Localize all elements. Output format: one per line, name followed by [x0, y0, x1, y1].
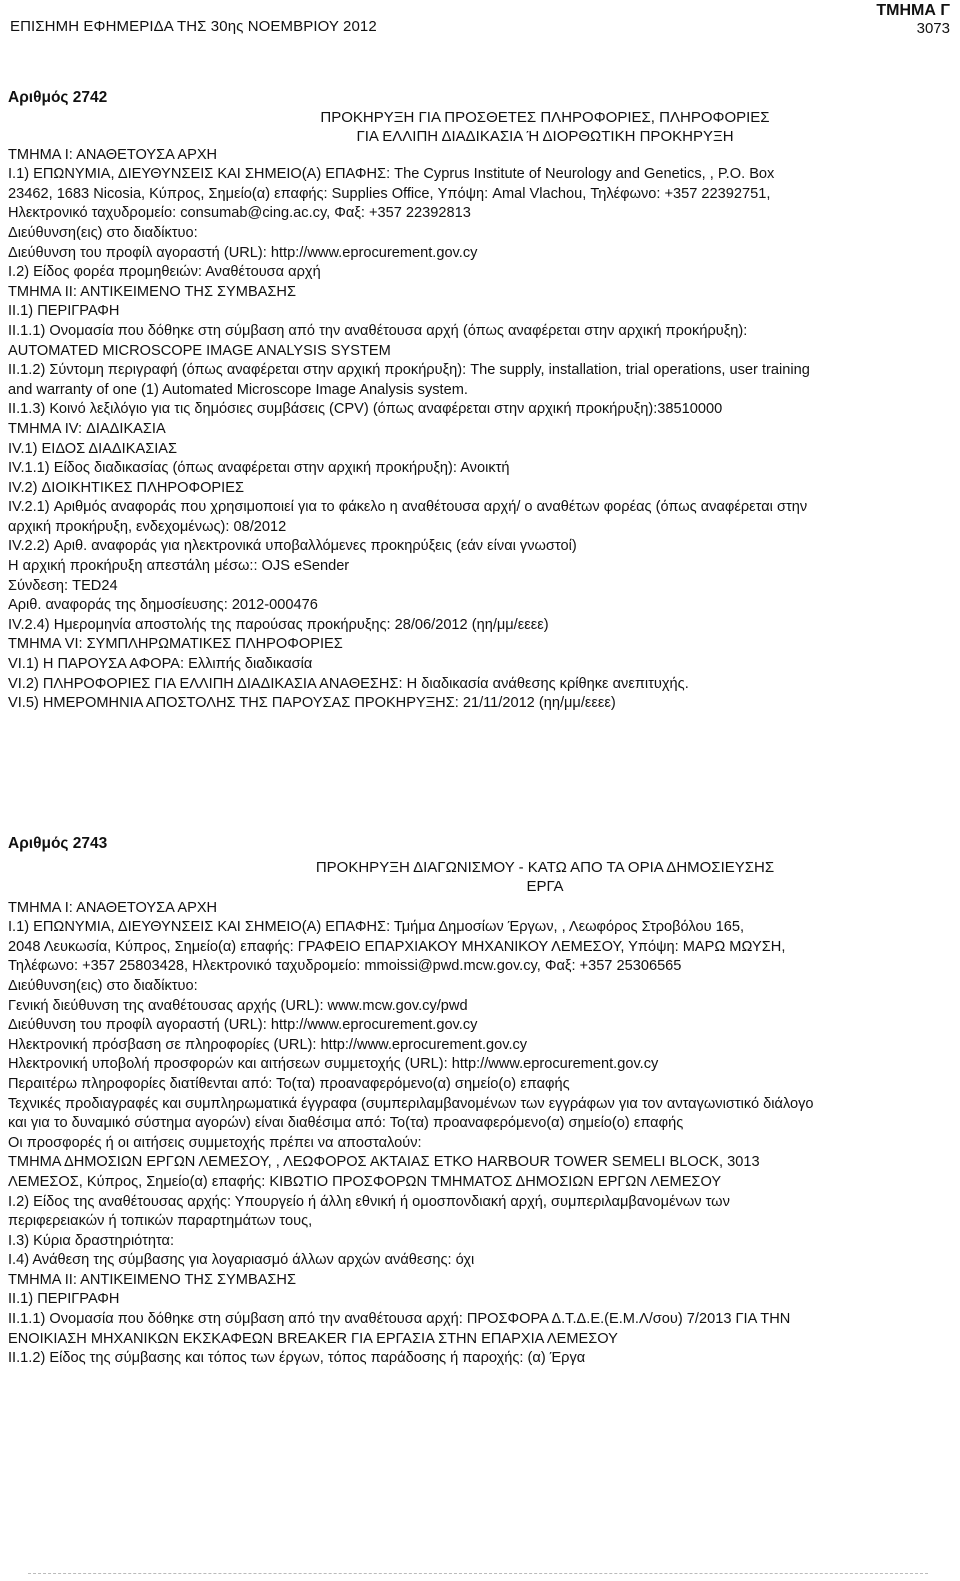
- text-line: VI.1) Η ΠΑΡΟΥΣΑ ΑΦΟΡΑ: Ελλιπής διαδικασία: [8, 656, 313, 673]
- text-line: IV.1.1) Είδος διαδικασίας (όπως αναφέρεται στην αρχική προκήρυξη): Ανοικτή: [8, 460, 510, 477]
- notice-title: [8, 108, 952, 146]
- notice-title-line: ΠΡΟΚΗΡΥΞΗ ΔΙΑΓΩΝΙΣΜΟΥ - ΚΑΤΩ ΑΠΟ ΤΑ ΟΡΙΑ ΔΗΜΟΣΙΕΥΣΗΣ: [315, 858, 775, 876]
- notice-body: [8, 146, 952, 714]
- text-line: ΤΜΗΜΑ Ι: ΑΝΑΘΕΤΟΥΣΑ ΑΡΧΗ: [8, 899, 218, 916]
- text-line: Ηλεκτρονική υποβολή προσφορών και αιτήσεων συμμετοχής (URL): http://www.eprocurement.gov.cy: [8, 1056, 659, 1073]
- text-line: Σύνδεση: TED24: [8, 577, 118, 594]
- text-line: IV.2.1) Αριθμός αναφοράς που χρησιμοποιεί για το φάκελο η αναθέτουσα αρχή/ ο αναθέτων φορέας (όπως αναφέρεται στην: [8, 499, 808, 516]
- text-line: Διεύθυνση(εις) στο διαδίκτυο:: [8, 224, 198, 241]
- text-line: Ηλεκτρονική πρόσβαση σε πληροφορίες (URL): http://www.eprocurement.gov.cy: [8, 1036, 528, 1053]
- text-line: αρχική προκήρυξη, ενδεχομένως): 08/2012: [8, 518, 287, 535]
- notice-number: Αριθμός 2742: [8, 89, 108, 106]
- text-line: IV.2.2) Αριθ. αναφοράς για ηλεκτρονικά υποβαλλόμενες προκηρύξεις (εάν είναι γνωστοί): [8, 538, 577, 555]
- text-line: Διεύθυνση του προφίλ αγοραστή (URL): http://www.eprocurement.gov.cy: [8, 1017, 478, 1034]
- text-line: AUTOMATED MICROSCOPE IMAGE ANALYSIS SYSTEM: [8, 342, 391, 359]
- text-line: ΤΜΗΜΑ ΙΙ: ΑΝΤΙΚΕΙΜΕΝΟ ΤΗΣ ΣΥΜΒΑΣΗΣ: [8, 283, 296, 300]
- text-line: Ι.3) Κύρια δραστηριότητα:: [8, 1232, 175, 1249]
- text-line: ΙΙ.1.3) Κοινό λεξιλόγιο για τις δημόσιες συμβάσεις (CPV) (όπως αναφέρεται στην αρχική προκήρυξη):38510000: [8, 401, 723, 418]
- text-line: ΙΙ.1.2) Σύντομη περιγραφή (όπως αναφέρεται στην αρχική προκήρυξη): The supply, installation, trial operations, user training: [8, 362, 810, 379]
- text-line: Τεχνικές προδιαγραφές και συμπληρωματικά έγγραφα (συμπεριλαμβανομένων των εγγράφων για τον ανταγωνιστικό διάλογο: [8, 1095, 814, 1112]
- text-line: ΛΕΜΕΣΟΣ, Κύπρος, Σημείο(α) επαφής: ΚΙΒΩΤΙΟ ΠΡΟΣΦΟΡΩΝ ΤΜΗΜΑΤΟΣ ΔΗΜΟΣΙΩΝ ΕΡΓΩΝ ΛΕΜΕΣΟΥ: [8, 1173, 722, 1190]
- footer-rule: [28, 1573, 928, 1574]
- text-line: VI.2) ΠΛΗΡΟΦΟΡΙΕΣ ΓΙΑ ΕΛΛΙΠΗ ΔΙΑΔΙΚΑΣΙΑ ΑΝΑΘΕΣΗΣ: Η διαδικασία ανάθεσης κρίθηκε ανεπιτυχής.: [8, 675, 689, 692]
- text-line: και για το δυναμικό σύστημα αγορών) είναι διαθέσιμα από: Το(τα) προαναφερόμενο(α) σημείο(ο) επαφής: [8, 1115, 684, 1132]
- page-number: 3073: [916, 20, 950, 37]
- text-line: ΤΜΗΜΑ ΙΙ: ΑΝΤΙΚΕΙΜΕΝΟ ΤΗΣ ΣΥΜΒΑΣΗΣ: [8, 1271, 296, 1288]
- text-line: Ι.2) Είδος φορέα προμηθειών: Αναθέτουσα αρχή: [8, 264, 321, 281]
- notice-body: [8, 899, 952, 1369]
- text-line: Η αρχική προκήρυξη απεστάλη μέσω:: OJS eSender: [8, 558, 350, 575]
- text-line: Ι.1) ΕΠΩΝΥΜΙΑ, ΔΙΕΥΘΥΝΣΕΙΣ ΚΑΙ ΣΗΜΕΙΟ(Α) ΕΠΑΦΗΣ: Τμήμα Δημοσίων Έργων, , Λεωφόρος Στροβόλου 165,: [8, 919, 745, 936]
- gazette-header-right: [876, 2, 950, 38]
- text-line: and warranty of one (1) Automated Microscope Image Analysis system.: [8, 381, 468, 398]
- text-line: Ι.1) ΕΠΩΝΥΜΙΑ, ΔΙΕΥΘΥΝΣΕΙΣ ΚΑΙ ΣΗΜΕΙΟ(Α) ΕΠΑΦΗΣ: The Cyprus Institute of Neurology and Genetics, , P.O. Box: [8, 166, 775, 183]
- section-label: ΤΜΗΜΑ Γ: [876, 2, 950, 19]
- text-line: ΤΜΗΜΑ IV: ΔΙΑΔΙΚΑΣΙΑ: [8, 420, 166, 437]
- text-line: IV.2) ΔΙΟΙΚΗΤΙΚΕΣ ΠΛΗΡΟΦΟΡΙΕΣ: [8, 479, 244, 496]
- gazette-header-title: ΕΠΙΣΗΜΗ ΕΦΗΜΕΡΙΔΑ ΤΗΣ 30ης ΝΟΕΜΒΡΙΟΥ 2012: [10, 18, 377, 35]
- notice-title-line: ΠΡΟΚΗΡΥΞΗ ΓΙΑ ΠΡΟΣΘΕΤΕΣ ΠΛΗΡΟΦΟΡΙΕΣ, ΠΛΗΡΟΦΟΡΙΕΣ: [320, 108, 770, 126]
- text-line: 23462, 1683 Nicosia, Κύπρος, Σημείο(α) επαφής: Supplies Office, Υπόψη: Amal Vlachou, Τηλέφωνο: +357 22392751,: [8, 185, 771, 202]
- text-line: Διεύθυνση του προφίλ αγοραστή (URL): http://www.eprocurement.gov.cy: [8, 244, 478, 261]
- notice-2743: [8, 834, 952, 1369]
- text-line: IV.2.4) Ημερομηνία αποστολής της παρούσας προκήρυξης: 28/06/2012 (ηη/μμ/εεεε): [8, 616, 549, 633]
- notice-number: Αριθμός 2743: [8, 835, 108, 852]
- text-line: ΕΝΟΙΚΙΑΣΗ ΜΗΧΑΝΙΚΩΝ ΕΚΣΚΑΦΕΩΝ BREAKER ΓΙΑ ΕΡΓΑΣΙΑ ΣΤΗΝ ΕΠΑΡΧΙΑ ΛΕΜΕΣΟΥ: [8, 1330, 618, 1347]
- text-line: Τηλέφωνο: +357 25803428, Ηλεκτρονικό ταχυδρομείο: mmoissi@pwd.mcw.gov.cy, Φαξ: +357 25306565: [8, 958, 682, 975]
- text-line: ΙΙ.1) ΠΕΡΙΓΡΑΦΗ: [8, 1291, 120, 1308]
- text-line: ΙΙ.1.2) Είδος της σύμβασης και τόπος των έργων, τόπος παράδοσης ή παροχής: (α) Έργα: [8, 1350, 586, 1367]
- text-line: ΙΙ.1) ΠΕΡΙΓΡΑΦΗ: [8, 303, 120, 320]
- text-line: ΤΜΗΜΑ ΔΗΜΟΣΙΩΝ ΕΡΓΩΝ ΛΕΜΕΣΟΥ, , ΛΕΩΦΟΡΟΣ ΑΚΤΑΙΑΣ ΕΤΚΟ HARBOUR TOWER SEMELI BLOCK, 3013: [8, 1154, 760, 1171]
- text-line: Γενική διεύθυνση της αναθέτουσας αρχής (URL): www.mcw.gov.cy/pwd: [8, 997, 468, 1014]
- text-line: Ι.4) Ανάθεση της σύμβασης για λογαριασμό άλλων αρχών ανάθεσης: όχι: [8, 1252, 475, 1269]
- notice-title: [8, 858, 952, 896]
- text-line: VI.5) ΗΜΕΡΟΜΗΝΙΑ ΑΠΟΣΤΟΛΗΣ ΤΗΣ ΠΑΡΟΥΣΑΣ ΠΡΟΚΗΡΥΞΗΣ: 21/11/2012 (ηη/μμ/εεεε): [8, 695, 616, 712]
- text-line: 2048 Λευκωσία, Κύπρος, Σημείο(α) επαφής: ΓΡΑΦΕΙΟ ΕΠΑΡΧΙΑΚΟΥ ΜΗΧΑΝΙΚΟΥ ΛΕΜΕΣΟΥ, Υπόψη: ΜΑΡΩ ΜΩΥΣΗ,: [8, 938, 786, 955]
- text-line: Διεύθυνση(εις) στο διαδίκτυο:: [8, 977, 198, 994]
- notice-title-line: ΕΡΓΑ: [526, 877, 564, 895]
- notice-title-line: ΓΙΑ ΕΛΛΙΠΗ ΔΙΑΔΙΚΑΣΙΑ Ή ΔΙΟΡΘΩΤΙΚΗ ΠΡΟΚΗΡΥΞΗ: [356, 127, 734, 145]
- text-line: Περαιτέρω πληροφορίες διατίθενται από: Το(τα) προαναφερόμενο(α) σημείο(ο) επαφής: [8, 1075, 570, 1092]
- text-line: ΙΙ.1.1) Ονομασία που δόθηκε στη σύμβαση από την αναθέτουσα αρχή: ΠΡΟΣΦΟΡΑ Δ.Τ.Δ.Ε.(Ε.Μ.Λ/σου) 7/2013 ΓΙΑ ΤΗΝ: [8, 1311, 791, 1328]
- text-line: Αριθ. αναφοράς της δημοσίευσης: 2012-000476: [8, 597, 318, 614]
- text-line: περιφερειακών ή τοπικών παραρτημάτων τους,: [8, 1213, 313, 1230]
- text-line: ΤΜΗΜΑ VI: ΣΥΜΠΛΗΡΩΜΑΤΙΚΕΣ ΠΛΗΡΟΦΟΡΙΕΣ: [8, 636, 343, 653]
- text-line: ΤΜΗΜΑ Ι: ΑΝΑΘΕΤΟΥΣΑ ΑΡΧΗ: [8, 146, 218, 163]
- text-line: ΙΙ.1.1) Ονομασία που δόθηκε στη σύμβαση από την αναθέτουσα αρχή (όπως αναφέρεται στην αρχική προκήρυξη):: [8, 322, 748, 339]
- text-line: Ι.2) Είδος της αναθέτουσας αρχής: Υπουργείο ή άλλη εθνική ή ομοσπονδιακή αρχή, συμπεριλαμβανομένων των: [8, 1193, 730, 1210]
- text-line: Ηλεκτρονικό ταχυδρομείο: consumab@cing.ac.cy, Φαξ: +357 22392813: [8, 205, 471, 222]
- text-line: Οι προσφορές ή οι αιτήσεις συμμετοχής πρέπει να αποσταλούν:: [8, 1134, 422, 1151]
- notice-2742: [8, 88, 952, 714]
- text-line: IV.1) ΕΙΔΟΣ ΔΙΑΔΙΚΑΣΙΑΣ: [8, 440, 178, 457]
